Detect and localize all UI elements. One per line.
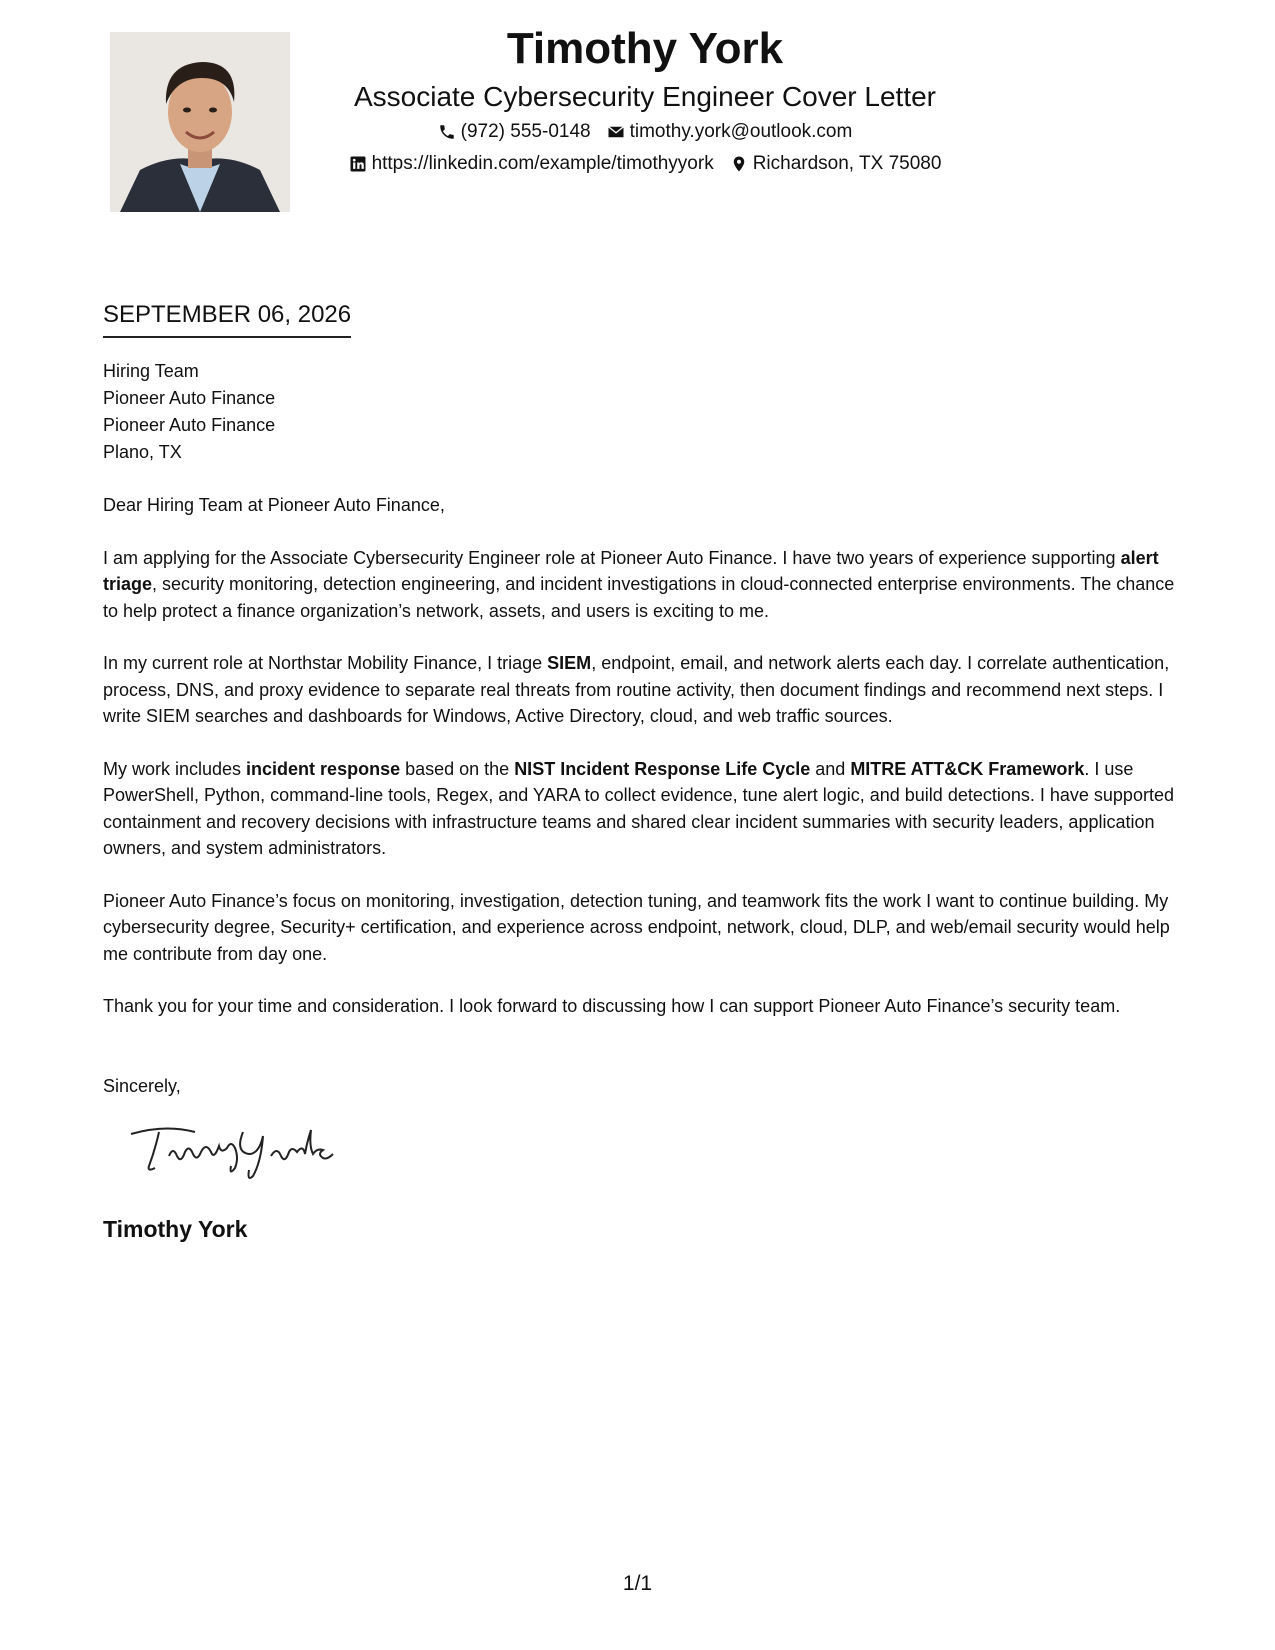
contact-line-2 [300, 148, 990, 180]
phone-text: (972) 555-0148 [460, 121, 591, 142]
paragraph-fit: Pioneer Auto Finance’s focus on monitoring, investigation, detection tuning, and teamwork fits the work I want to continue building. My cybersecurity degree, Security+ certification, and experience across endpoint, network, cloud, DLP, and web/email security would help me contribute from day one. [103, 890, 1170, 964]
letter-date: SEPTEMBER 06, 2026 [103, 298, 351, 338]
paragraph-incident-response: My work includes incident response based on the NIST Incident Response Life Cycle and MITRE ATT&CK Framework. I use PowerShell, Python, command-line tools, Regex, and YARA to collect evidence, tune alert logic, and build detections. I have supported containment and recovery decisions with infrastructure teams and shared clear incident summaries with security leaders, application owners, and system administrators. [103, 758, 1174, 858]
recipient-line: Hiring Team [103, 361, 199, 381]
map-pin-icon [730, 155, 748, 173]
header [300, 20, 990, 180]
linkedin-text: https://linkedin.com/example/timothyyork [371, 153, 714, 174]
email-text: timothy.york@outlook.com [629, 121, 853, 142]
emphasis: NIST Incident Response Life Cycle [514, 758, 811, 779]
location-contact [730, 148, 942, 180]
phone-icon [438, 123, 456, 141]
paragraph-thanks: Thank you for your time and consideration. I look forward to discussing how I can support Pioneer Auto Finance’s security team. [103, 996, 1121, 1016]
linkedin-contact[interactable] [349, 148, 714, 180]
emphasis: incident response [246, 758, 401, 779]
emphasis: MITRE ATT&CK Framework [850, 758, 1085, 779]
closing: Sincerely, [103, 1076, 181, 1096]
document-subtitle: Associate Cybersecurity Engineer Cover Letter [353, 81, 937, 112]
recipient-line: Pioneer Auto Finance [103, 388, 276, 408]
page-number: 1/1 [622, 1572, 653, 1595]
recipient-block [103, 358, 275, 466]
recipient-line: Pioneer Auto Finance [103, 415, 276, 435]
contact-line-1 [300, 116, 990, 148]
profile-photo [110, 32, 290, 212]
signer-name: Timothy York [103, 1216, 248, 1242]
candidate-name: Timothy York [506, 24, 784, 73]
recipient-line: Plano, TX [103, 442, 182, 462]
location-text: Richardson, TX 75080 [752, 153, 942, 174]
email-contact[interactable] [607, 116, 853, 148]
paragraph-intro: I am applying for the Associate Cybersecurity Engineer role at Pioneer Auto Finance. I have two years of experience supporting alert triage, security monitoring, detection engineering, and incident investigations in cloud-connected enterprise environments. The chance to help protect a finance organization’s network, assets, and users is exciting to me. [103, 547, 1175, 621]
phone-contact[interactable] [438, 116, 591, 148]
emphasis: SIEM [547, 653, 592, 673]
paragraph-current-role: In my current role at Northstar Mobility Finance, I triage SIEM, endpoint, email, and network alerts each day. I correlate authentication, process, DNS, and proxy evidence to separate real threats from routine activity, then document findings and recommend next steps. I write SIEM searches and dashboards for Windows, Active Directory, cloud, and web traffic sources. [103, 653, 1170, 726]
letter-body [103, 492, 1183, 1046]
envelope-icon [607, 123, 625, 141]
handwritten-signature [125, 1120, 355, 1180]
salutation: Dear Hiring Team at Pioneer Auto Finance, [103, 495, 445, 515]
linkedin-icon [349, 155, 367, 173]
emphasis: alert triage [103, 547, 1159, 594]
